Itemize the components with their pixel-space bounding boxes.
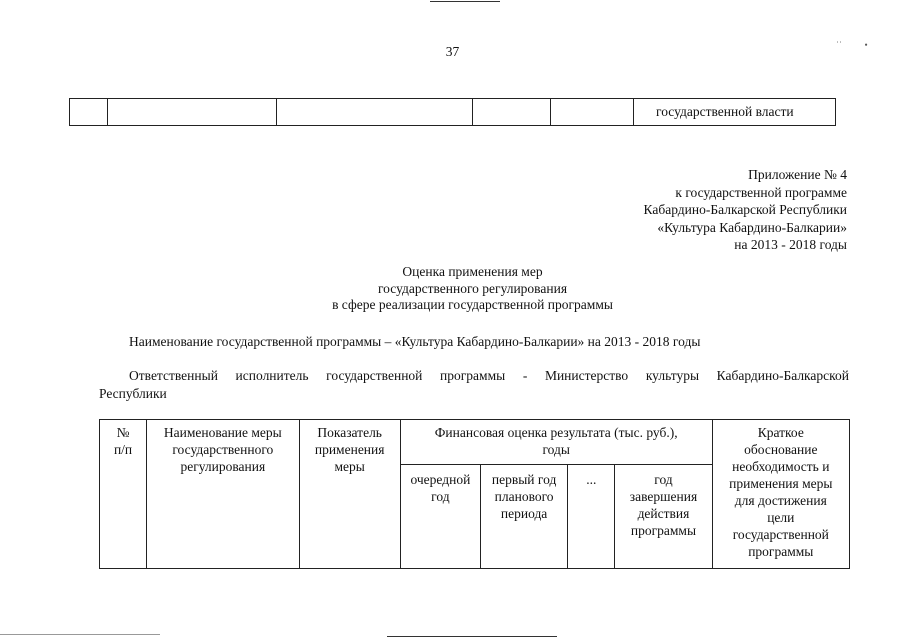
header-text: регулирования [180,459,266,474]
header-indicator [299,420,400,569]
header-text: ... [586,471,597,487]
scan-artifact-line-top [430,1,500,2]
header-text: год [654,471,673,487]
document-title [0,264,905,314]
header-text: первый год [491,471,557,487]
table-cell [108,99,277,126]
header-text: программы [630,522,697,538]
table-cell [551,99,634,126]
header-text: меры [334,459,365,474]
title-line: государственного регулирования [377,280,568,296]
subheader-final-year [615,464,712,568]
scan-artifact-line-bottom-left [0,634,160,635]
appendix-header [644,166,847,254]
subheader-first-plan-year [481,464,568,568]
table-cell [277,99,473,126]
header-measure-name [147,420,299,569]
regulation-measures-table [99,419,850,569]
header-text: Финансовая оценка результата (тыс. руб.), [434,425,678,440]
header-text: государственной [732,527,829,542]
appendix-line: «Культура Кабардино-Балкарии» [657,219,847,235]
header-text: цели [767,510,795,525]
table-header-row [100,420,850,465]
header-text: периода [500,505,548,521]
header-text: Краткое [757,425,804,440]
table-cell [473,99,551,126]
header-text: планового [494,488,554,504]
title-line: в сфере реализации государственной программы [332,297,613,312]
executor-line: Ответственный исполнитель государственной программы - Министерство культуры Кабардино-Балкарской [129,368,849,383]
header-text: применения меры [729,476,833,491]
header-text: № [116,425,130,440]
header-text: завершения [629,488,698,504]
header-text: обоснование [744,442,818,457]
table-cell [70,99,108,126]
header-text: действия [637,505,690,521]
scan-artifact-line-bottom-center [387,636,557,637]
header-text: год [431,488,450,504]
header-text: п/п [113,442,133,457]
header-text: очередной [410,471,471,487]
table-cell-authority: государственной власти [634,99,836,126]
header-number [100,420,147,569]
subheader-next-year [400,464,480,568]
previous-table-continuation [69,98,836,126]
header-text: годы [542,442,570,457]
appendix-line: на 2013 - 2018 годы [734,237,847,252]
header-text: Наименование меры [163,425,282,440]
subheader-ellipsis [568,464,615,568]
header-financial-evaluation [400,420,712,465]
header-text: необходимость и [732,459,830,474]
scan-artifact-marks: ˙˙ • [836,40,868,50]
appendix-line: Кабардино-Балкарской Республики [643,202,847,217]
page-number: 37 [445,44,460,59]
appendix-line: к государственной программе [675,184,847,200]
program-name: Наименование государственной программы – «Культура Кабардино-Балкарии» на 2013 - 2018 годы [129,334,701,349]
title-line: Оценка применения мер [402,264,543,279]
header-text: применения [314,442,385,457]
header-justification [712,420,849,569]
header-text: Показатель [317,425,382,440]
header-text: государственного [172,442,274,457]
executor-line-continued: Республики [99,386,167,401]
header-text: для достижения [734,493,827,508]
table-row [70,99,836,126]
appendix-line: Приложение № 4 [748,167,847,182]
header-text: программы [748,544,814,559]
